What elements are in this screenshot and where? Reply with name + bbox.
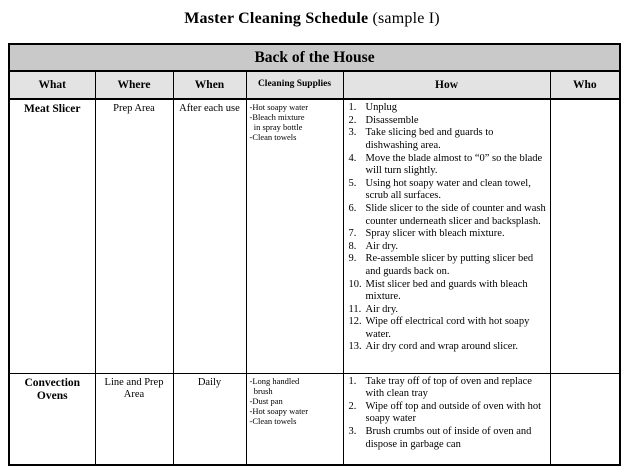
how-step (349, 401, 548, 426)
supply-line: -Clean towels (249, 415, 297, 426)
who-cell (550, 99, 620, 373)
how-step-text: Slide slicer to the side of counter and wash counter underneath slicer and backsplash. (365, 202, 546, 227)
how-step-number: 11. (348, 303, 362, 315)
supply-line: -Bleach mixture (249, 112, 305, 123)
supply-line: -Hot soapy water (249, 102, 309, 113)
how-step (349, 203, 548, 228)
supplies-cell (246, 373, 343, 465)
how-step-number: 12. (348, 316, 362, 328)
how-step-text: Move the blade almost to “0” so the blade will turn slightly. (365, 152, 543, 177)
supply-line: -Dust pan (249, 395, 283, 406)
how-step-number: 6. (348, 202, 357, 214)
how-step-number: 5. (348, 177, 357, 189)
how-step (349, 228, 548, 241)
how-step-text: Mist slicer bed and guards with bleach mixture. (365, 278, 528, 303)
supply-line: -Clean towels (249, 132, 297, 143)
cleaning-schedule-table (8, 43, 621, 466)
supply-line: in spray bottle (249, 122, 303, 133)
how-step-number: 1. (348, 375, 357, 387)
column-header-row (9, 71, 620, 99)
how-step-number: 10. (348, 278, 362, 290)
how-step-number: 2. (348, 114, 357, 126)
when-cell: Daily (173, 373, 246, 465)
how-step (349, 253, 548, 278)
column-header-when: When (173, 71, 246, 99)
how-step (349, 115, 548, 128)
how-step-text: Wipe off electrical cord with hot soapy water. (365, 316, 530, 340)
how-step-text: Disassemble (365, 114, 419, 126)
banner-row (9, 44, 620, 71)
how-step-number: 13. (348, 341, 362, 353)
how-steps-cell (343, 373, 550, 465)
column-header-cleaning-supplies: Cleaning Supplies (246, 71, 343, 99)
how-step (349, 316, 548, 341)
how-step-text: Spray slicer with bleach mixture. (365, 228, 505, 240)
where-cell: Line and Prep Area (95, 373, 173, 465)
page-title-suffix: (sample I) (368, 10, 440, 27)
how-step-text: Take slicing bed and guards to dishwashing area. (365, 127, 494, 151)
column-header-where: Where (95, 71, 173, 99)
page-title-main: Master Cleaning Schedule (184, 10, 369, 27)
item-name-cell: Convection Ovens (9, 373, 95, 465)
item-name-cell: Meat Slicer (9, 99, 95, 373)
how-step-text: Air dry cord and wrap around slicer. (365, 341, 518, 353)
how-step-text: Air dry. (365, 240, 399, 252)
column-header-what: What (9, 71, 95, 99)
column-header-how: How (343, 71, 550, 99)
table-row (9, 373, 620, 465)
how-step-text: Air dry. (365, 303, 399, 315)
how-step-number: 4. (348, 152, 357, 164)
section-banner: Back of the House (9, 44, 620, 71)
how-step (349, 376, 548, 401)
how-step-number: 3. (348, 127, 357, 139)
how-step-text: Re-assemble slicer by putting slicer bed and guards back on. (365, 253, 534, 277)
how-step-number: 1. (348, 102, 357, 114)
how-steps-cell (343, 99, 550, 373)
table-row (9, 99, 620, 373)
how-step-text: Take tray off of top of oven and replace with clean tray (365, 375, 532, 400)
how-step (349, 102, 548, 115)
how-step (349, 279, 548, 304)
how-step-number: 9. (348, 253, 357, 265)
how-step (349, 241, 548, 254)
how-step (349, 426, 548, 451)
supply-line: -Long handled (249, 375, 300, 386)
how-step (349, 127, 548, 152)
how-step (349, 178, 548, 203)
where-cell: Prep Area (95, 99, 173, 373)
how-step (349, 341, 548, 354)
who-cell (550, 373, 620, 465)
supplies-cell (246, 99, 343, 373)
how-step-number: 2. (348, 400, 357, 412)
how-step-number: 8. (348, 240, 357, 252)
how-step-number: 7. (348, 228, 357, 240)
table-body (9, 44, 620, 465)
how-step (349, 304, 548, 317)
how-step-text: Brush crumbs out of inside of oven and dispose in garbage can (365, 426, 532, 450)
supply-line: -Hot soapy water (249, 405, 309, 416)
how-step (349, 153, 548, 178)
how-step-text: Unplug (365, 102, 397, 114)
how-step-number: 3. (348, 426, 357, 438)
how-step-text: Using hot soapy water and clean towel, scrub all surfaces. (365, 177, 531, 202)
supply-line: brush (249, 385, 273, 396)
how-step-text: Wipe off top and outside of oven with hot soapy water (365, 400, 542, 425)
when-cell: After each use (173, 99, 246, 373)
page-title (0, 9, 624, 28)
column-header-who: Who (550, 71, 620, 99)
